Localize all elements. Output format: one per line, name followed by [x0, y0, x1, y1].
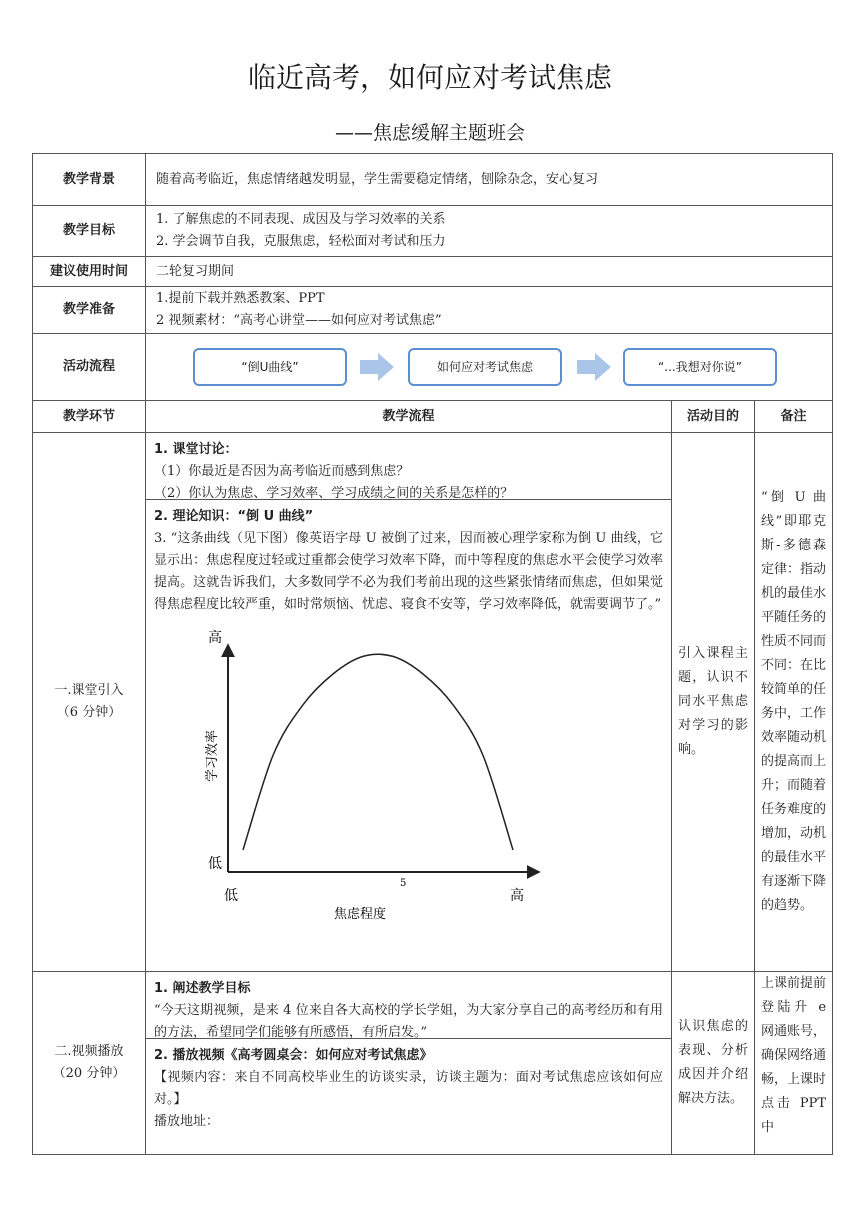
stage-1-duration: （6 分钟）: [56, 705, 122, 720]
y-tick-high: 高: [208, 630, 222, 646]
page-subtitle: ——焦虑缓解主题班会: [334, 122, 525, 144]
video-section: [146, 1039, 671, 1139]
discussion-item: （1）你最近是否因为高考临近而感到焦虑？: [154, 464, 410, 479]
theory-section: [146, 500, 671, 930]
annotation-label: 5: [400, 878, 407, 889]
lesson-plan-table: [32, 153, 833, 1155]
x-tick-high: 高: [510, 888, 524, 904]
stage-2-title: 二.视频播放: [54, 1044, 124, 1059]
x-axis-label: 焦虑程度: [334, 907, 387, 922]
value-background: 随着高考临近，焦虑情绪越发明显，学生需要稳定情绪，刨除杂念，安心复习: [146, 154, 833, 206]
value-time: 二轮复习期间: [146, 257, 833, 287]
goal-item: 1. 了解焦虑的不同表现、成因及与学习效率的关系: [156, 212, 446, 227]
value-prep: [146, 287, 833, 334]
row-stage-1: [33, 433, 833, 972]
theory-title: 2. 理论知识：“倒 U 曲线”: [154, 509, 314, 524]
stage-2-duration: （20 分钟）: [52, 1066, 126, 1081]
label-goals: 教学目标: [33, 206, 146, 257]
label-background: 教学背景: [33, 154, 146, 206]
header-process: 教学流程: [146, 401, 672, 433]
y-tick-low: 低: [208, 856, 222, 872]
prep-item: 2 视频素材：“高考心讲堂——如何应对考试焦虑”: [156, 313, 442, 328]
row-time: [33, 257, 833, 287]
value-goals: [146, 206, 833, 257]
header-stage: 教学环节: [33, 401, 146, 433]
play-address: 播放地址：: [154, 1114, 220, 1129]
goal-title: 1. 阐述教学目标: [154, 981, 251, 996]
row-prep: [33, 287, 833, 334]
header-note: 备注: [755, 401, 833, 433]
stage-2-purpose: 认识焦虑的表现、分析成因并介绍解决方法。: [672, 972, 755, 1155]
discussion-title: 1. 课堂讨论：: [154, 442, 238, 457]
page-title: 临近高考，如何应对考试焦虑: [247, 61, 612, 94]
goal-item: 2. 学会调节自我，克服焦虑，轻松面对考试和压力: [156, 234, 446, 249]
theory-text: 3. “这条曲线（见下图）像英语字母 U 被倒了过来，因而被心理学家称为倒 U 曲线，它显示出：焦虑程度过轻或过重都会使学习效率下降，而中等程度的焦虑水平会使学习效率提高。这就告诉我们，大多数同学不必为我们考前出现的这些紧张情绪而焦虑，但如果觉得焦虑程度比较严重，如时常烦恼、忧虑、寝食不安等，学习效率降低，就需要调节了。”: [154, 531, 663, 612]
row-goals: [33, 206, 833, 257]
row-background: [33, 154, 833, 206]
label-prep: 教学准备: [33, 287, 146, 334]
stage-2-note: 上课前提前登陆升 e 网通账号，确保网络通畅，上课时点击 PPT 中: [755, 972, 833, 1155]
stage-2-process: [146, 972, 672, 1155]
goal-text: “今天这期视频，是来 4 位来自各大高校的学长学姐，为大家分享自己的高考经历和有用的方法，希望同学们能够有所感悟，有所启发。”: [154, 1003, 663, 1040]
stage-1-process: [146, 433, 672, 972]
x-tick-low: 低: [224, 888, 238, 904]
discussion-item: （2）你认为焦虑、学习效率、学习成绩之间的关系是怎样的？: [154, 486, 514, 501]
stage-2-name: [33, 972, 146, 1155]
stage-1-title: 一.课堂引入: [54, 683, 124, 698]
inverted-u-chart: [194, 624, 574, 924]
stage-1-name: [33, 433, 146, 972]
header-purpose: 活动目的: [672, 401, 755, 433]
discussion-section: [146, 433, 671, 500]
goal-section: [146, 972, 671, 1039]
inverted-u-curve: [243, 654, 513, 850]
stage-1-purpose: 引入课程主题，认识不同水平焦虑对学习的影响。: [672, 433, 755, 972]
video-title: 2. 播放视频《高考圆桌会：如何应对考试焦虑》: [154, 1048, 433, 1063]
value-flow: [146, 334, 833, 401]
label-time: 建议使用时间: [33, 257, 146, 287]
label-flow: 活动流程: [33, 334, 146, 401]
arrow-right-icon: [360, 353, 394, 381]
flow-step-3: “...我想对你说”: [623, 348, 777, 386]
video-content: 【视频内容：来自不同高校毕业生的访谈实录，访谈主题为：面对考试焦虑应该如何应对。】: [154, 1070, 663, 1107]
arrow-right-icon: [577, 353, 611, 381]
row-flow: [33, 334, 833, 401]
y-axis-label: 学习效率: [205, 729, 220, 782]
row-header: [33, 401, 833, 433]
flow-step-2: 如何应对考试焦虑: [408, 348, 562, 386]
prep-item: 1.提前下载并熟悉教案、PPT: [156, 291, 325, 306]
row-stage-2: [33, 972, 833, 1155]
stage-1-note: “倒 U 曲线”即耶克斯-多德森定律：指动机的最佳水平随任务的性质不同而不同：在比较简单的任务中，工作效率随动机的提高而上升；而随着任务难度的增加，动机的最佳水平有逐渐下降的趋势。: [755, 433, 833, 972]
flow-step-1: “倒U曲线”: [193, 348, 347, 386]
